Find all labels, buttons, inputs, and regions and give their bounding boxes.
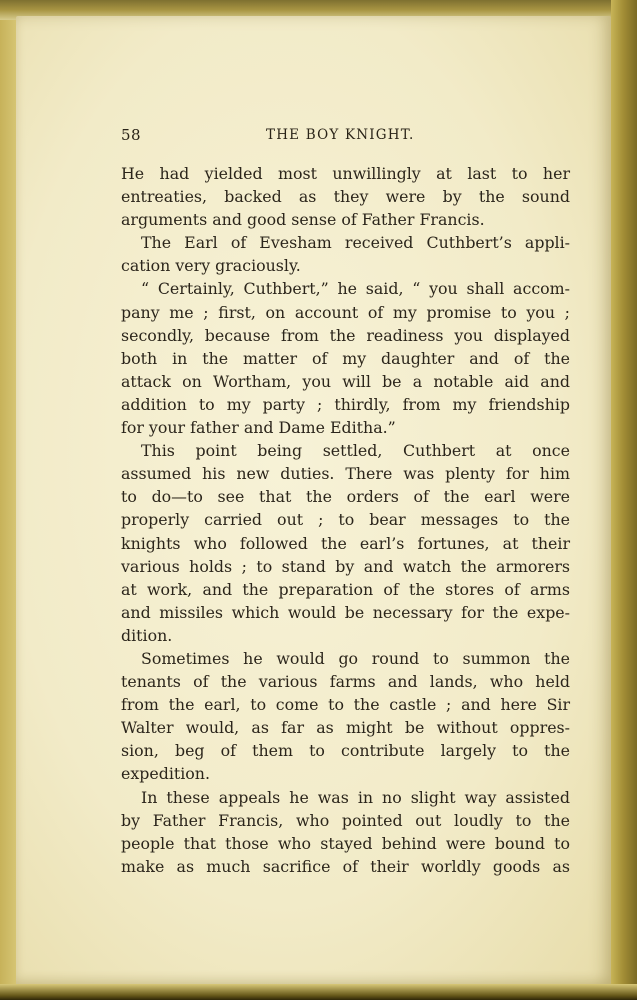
page-number: 58: [121, 126, 142, 144]
text-line: Sometimes he would go round to summon the: [141, 648, 570, 668]
text-line: expedition.: [121, 764, 210, 784]
text-line: for your father and Dame Editha.”: [121, 418, 396, 438]
text-line: “ Certainly, Cuthbert,” he said, “ you shall accom-: [141, 279, 570, 299]
text-line: In these appeals he was in no slight way assisted: [141, 787, 570, 807]
text-line: people that those who stayed behind were bound to: [121, 833, 570, 853]
text-line: Walter would, as far as might be without oppres-: [121, 718, 570, 738]
text-line: knights who followed the earl’s fortunes, at their: [121, 533, 570, 553]
bottom-page-edge: [0, 984, 637, 1000]
text-line: properly carried out ; to bear messages to the: [121, 510, 570, 530]
text-line: pany me ; first, on account of my promise to you ;: [121, 302, 570, 322]
text-line: both in the matter of my daughter and of the: [121, 348, 570, 368]
text-line: attack on Wortham, you will be a notable aid and: [121, 371, 570, 391]
text-line: arguments and good sense of Father Francis.: [121, 210, 485, 230]
text-line: by Father Francis, who pointed out loudly to the: [121, 810, 570, 830]
body-text: [121, 162, 570, 878]
text-line: addition to my party ; thirdly, from my friendship: [121, 394, 570, 414]
text-line: at work, and the preparation of the stores of arms: [121, 579, 570, 599]
text-line: assumed his new duties. There was plenty for him: [121, 464, 570, 484]
text-line: from the earl, to come to the castle ; and here Sir: [121, 695, 570, 715]
right-page-edge: [611, 0, 637, 1000]
text-line: sion, beg of them to contribute largely to the: [121, 741, 570, 761]
page-header: [121, 126, 571, 146]
running-head: THE BOY KNIGHT.: [266, 127, 415, 143]
text-line: secondly, because from the readiness you displayed: [121, 325, 570, 345]
text-line: make as much sacrifice of their worldly goods as: [121, 856, 570, 876]
text-line: various holds ; to stand by and watch the armorers: [121, 556, 570, 576]
text-line: and missiles which would be necessary for the expe-: [121, 602, 570, 622]
text-line: This point being settled, Cuthbert at once: [141, 441, 570, 461]
text-line: He had yielded most unwillingly at last to her: [121, 164, 570, 183]
text-line: The Earl of Evesham received Cuthbert’s appli-: [141, 233, 570, 253]
text-line: entreaties, backed as they were by the sound: [121, 187, 570, 207]
text-line: dition.: [121, 625, 173, 645]
text-line: cation very graciously.: [121, 256, 301, 276]
text-line: tenants of the various farms and lands, who held: [121, 672, 570, 692]
text-line: to do—to see that the orders of the earl were: [121, 487, 570, 507]
